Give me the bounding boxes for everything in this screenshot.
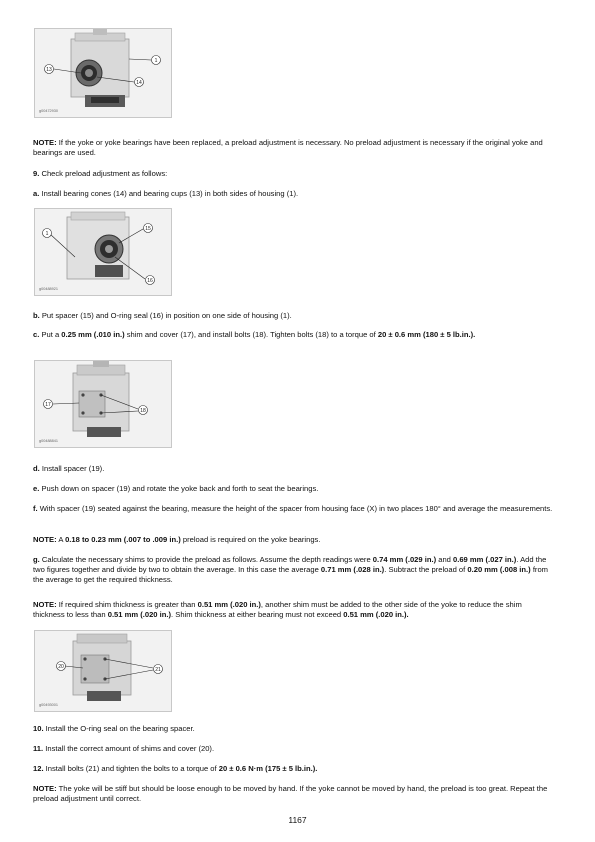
note-shim-thickness: NOTE: If required shim thickness is greater than 0.51 mm (.020 in.), another shim must be added to the other side of the yoke to reduce the shim thickness to less than 0.51 mm (.020 in.). Shim thickness at either bearing must not exceed 0.51 mm (.020 in.). [33, 600, 522, 619]
figure-shim-cover-bolts [34, 360, 172, 448]
callout-20: 20 [58, 663, 64, 670]
callout-21: 21 [155, 666, 161, 673]
callout-16: 16 [147, 277, 153, 284]
housing-photo [35, 209, 171, 295]
page-number: 1167 [288, 815, 307, 825]
note-preload-spec: NOTE: A 0.18 to 0.23 mm (.007 to .009 in.) preload is required on the yoke bearings. [33, 535, 321, 544]
step-9b: b. Put spacer (15) and O-ring seal (16) in position on one side of housing (1). [33, 311, 292, 320]
housing-photo [35, 361, 171, 447]
housing-photo [35, 631, 171, 711]
step-9e: e. Push down on spacer (19) and rotate the yoke back and forth to seat the bearings. [33, 484, 319, 493]
figure-id: g00493001 [39, 703, 59, 707]
step-9d: d. Install spacer (19). [33, 464, 105, 473]
step-12: 12. Install bolts (21) and tighten the bolts to a torque of 20 ± 0.6 N·m (175 ± 5 lb.in.). [33, 764, 318, 773]
callout-18: 18 [140, 407, 146, 414]
callout-13: 13 [46, 66, 52, 73]
callout-1: 1 [154, 57, 158, 64]
step-11: 11. Install the correct amount of shims and cover (20). [33, 744, 215, 753]
figure-id: g00488921 [39, 287, 59, 291]
housing-photo [35, 29, 171, 117]
figure-id: g00472930 [39, 109, 59, 113]
step-9g: g. Calculate the necessary shims to provide the preload as follows. Assume the depth readings were 0.74 mm (.029 in.) and 0.69 mm (.027 in.). Add the two figures together and divide by two to obtain the average. In this case the average 0.71 mm (.028 in.). Subtract the preload of 0.20 mm (.008 in.) from the average to get the required thickness. [33, 555, 549, 584]
figure-cover-bolts-final [34, 630, 172, 712]
step-9f: f. With spacer (19) seated against the bearing, measure the height of the spacer from housing face (X) in two places 180° and average the measurements. [33, 504, 553, 513]
step-9c: c. Put a 0.25 mm (.010 in.) shim and cover (17), and install bolts (18). Tighten bolts (18) to a torque of 20 ± 0.6 mm (180 ± 5 lb.in.). [33, 330, 476, 339]
figure-id: g00488841 [39, 439, 59, 443]
figure-housing-bearing-cups [34, 28, 172, 118]
figure-spacer-oring [34, 208, 172, 296]
step-10: 10. Install the O-ring seal on the bearing spacer. [33, 724, 195, 733]
step-9: 9. Check preload adjustment as follows: [33, 169, 168, 178]
step-9a: a. Install bearing cones (14) and bearing cups (13) in both sides of housing (1). [33, 189, 299, 198]
callout-15: 15 [145, 225, 151, 232]
callout-14: 14 [136, 79, 142, 86]
note-yoke-stiff: NOTE: The yoke will be stiff but should be loose enough to be moved by hand. If the yoke cannot be moved by hand, the preload is too great. Repeat the preload adjustment until correct. [33, 784, 548, 803]
note-preload-required: NOTE: If the yoke or yoke bearings have been replaced, a preload adjustment is necessary. No preload adjustment is necessary if the original yoke and bearings are used. [33, 138, 543, 157]
note-label: NOTE: [33, 138, 57, 147]
callout-1: 1 [45, 230, 49, 237]
callout-17: 17 [45, 401, 51, 408]
